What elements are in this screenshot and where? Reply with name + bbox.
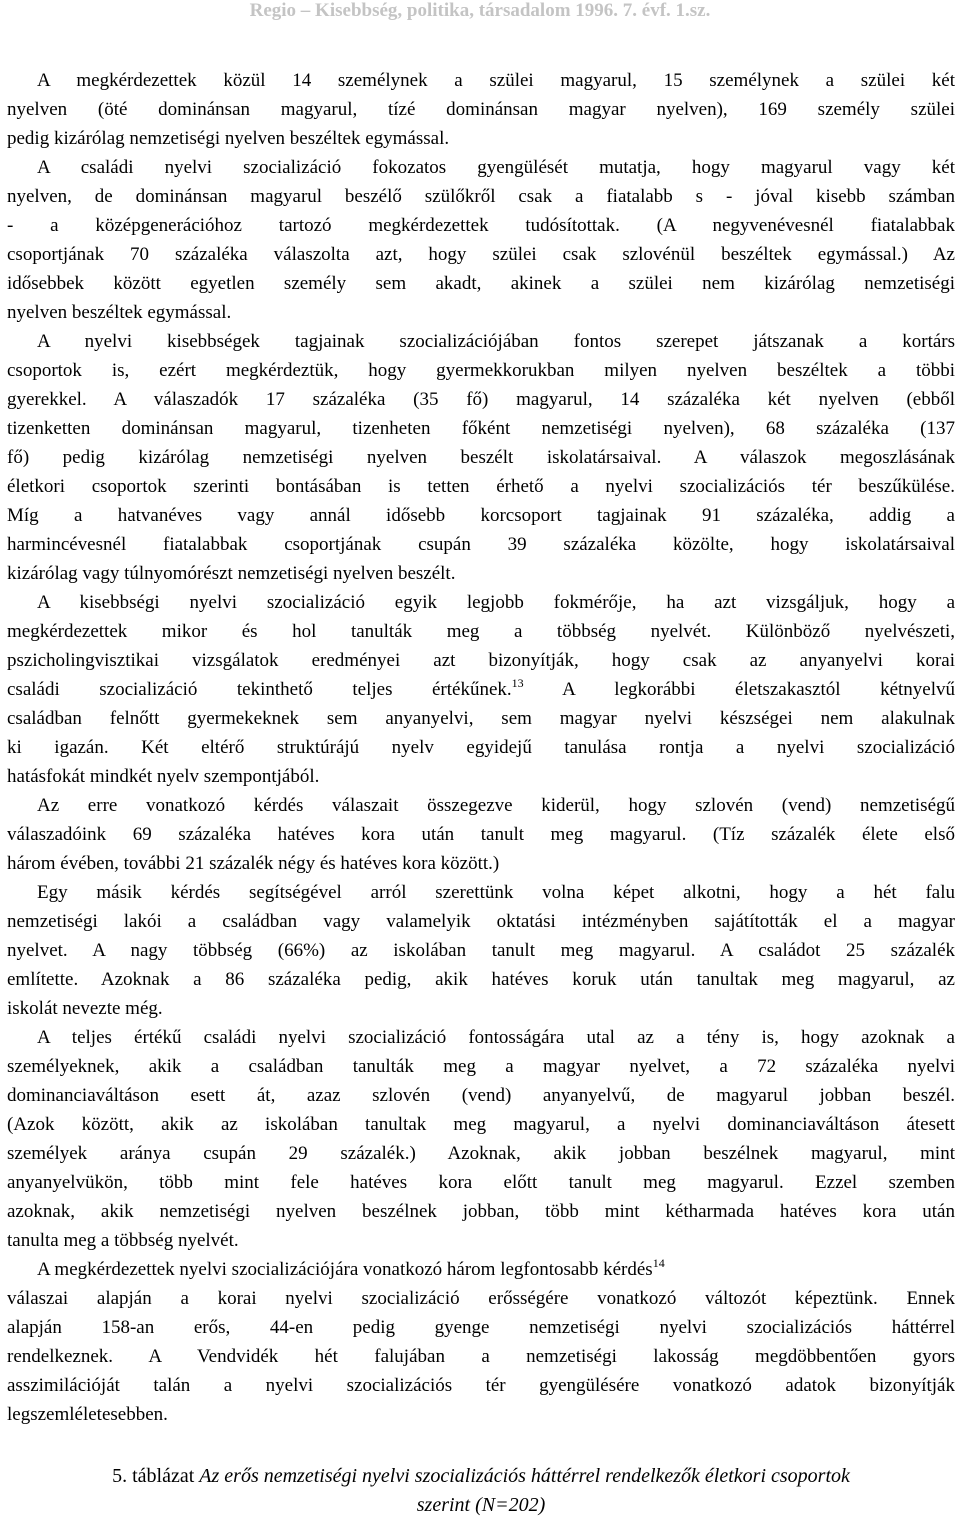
text-line: válaszai alapján a korai nyelvi szocializáció erősségére vonatkozó változót képeztünk. Ennek [7, 1288, 955, 1309]
text-line: tanulta meg a többség nyelvét. [7, 1230, 239, 1251]
text-line: harmincévesnél fiatalabbak csoportjának csupán 39 százaléka közölte, hogy iskolatársaival [7, 534, 955, 555]
text-line: személyek aránya csupán 29 százalék.) Azoknak, akik jobban beszélnek magyarul, mint [7, 1143, 955, 1164]
text-line: A megkérdezettek nyelvi szocializációjára vonatkozó három legfontosabb kérdés$^{14}$ [37, 1256, 665, 1280]
footnote-marker: 14 [652, 1256, 665, 1270]
footnote-marker: 13 [511, 676, 524, 690]
text-line: dominanciaváltáson esett át, azaz szlovén (vend) anyanyelvű, de magyarul jobban beszél. [7, 1085, 955, 1106]
text-line: nyelven (öté dominánsan magyarul, tízé dominánsan magyar nyelven), 169 személy szülei [7, 99, 955, 120]
text-line: asszimilációját talán a nyelvi szocializációs tér gyengülésére vonatkozó adatok bizonyítják [7, 1375, 955, 1396]
text-line: anyanyelvükön, több mint fele hatéves kora előtt tanult meg magyarul. Ezzel szemben [7, 1172, 955, 1193]
text-line: gyerekkel. A válaszadók 17 százaléka (35 fő) magyarul, 14 százaléka két nyelven (ebből [7, 389, 955, 410]
text-line: alapján 158-an erős, 44-en pedig gyenge nemzetiségi nyelvi szocializációs háttérrel [7, 1317, 955, 1338]
text-line: Egy másik kérdés segítségével arról szerettünk volna képet alkotni, hogy a hét falu [37, 882, 955, 903]
body-text [7, 66, 955, 1429]
text-line: személyeknek, akik a családban tanulták meg a magyar nyelvet, a 72 százaléka nyelvi [7, 1056, 955, 1077]
text-line: tizenketten dominánsan magyarul, tizenheten főként nemzetiségi nyelven), 68 százaléka (137 [7, 418, 955, 439]
caption-title-1: Az erős nemzetiségi nyelvi szocializációs háttérrel rendelkezők életkori csoportok [199, 1465, 850, 1487]
text-line: válaszadóink 69 százaléka hatéves kora után tanult meg magyarul. (Tíz százalék élete első [7, 824, 955, 845]
text-line: nyelven, de dominánsan magyarul beszélő szülőkről csak a fiatalabb s - jóval kisebb számban [7, 186, 955, 207]
caption-line-2 [7, 1491, 955, 1520]
table-caption [7, 1462, 955, 1520]
text-line: idősebbek között egyetlen személy sem akadt, akinek a szülei nem kizárólag nemzetiségi [7, 273, 955, 294]
text-line: családban felnőtt gyermekeknek sem anyanyelvi, sem magyar nyelvi készségei nem alakulnak [7, 708, 955, 729]
text-line: pedig kizárólag nemzetiségi nyelven beszéltek egymással. [7, 128, 450, 149]
text-line: megkérdezettek mikor és hol tanulták meg a többség nyelvét. Különböző nyelvészeti, [7, 621, 955, 642]
text-line: A nyelvi kisebbségek tagjainak szocializációjában fontos szerepet játszanak a kortárs [37, 331, 955, 352]
text-line: (Azok között, akik az iskolában tanultak meg magyarul, a nyelvi dominanciaváltáson átesett [7, 1114, 955, 1135]
text-line: életkori csoportok szerinti bontásában is tetten érhető a nyelvi szocializációs tér beszűkülése. [7, 476, 955, 497]
text-line: legszemléletesebben. [7, 1404, 168, 1425]
text-line: csoportjának 70 százaléka válaszolta azt, hogy szülei csak szlovénül beszéltek egymással.) Az [7, 244, 955, 265]
text-line: A teljes értékű családi nyelvi szocializáció fontosságára utal az a tény is, hogy azoknak a [37, 1027, 955, 1048]
text-line: nemzetiségi lakói a családban vagy valamelyik oktatási intézményben sajátították el a magyar [7, 911, 955, 932]
running-header: Regio – Kisebbség, politika, társadalom 1996. 7. évf. 1.sz. [249, 0, 711, 21]
text-line: hatásfokát mindkét nyelv szempontjából. [7, 766, 320, 787]
text-line: nyelvet. A nagy többség (66%) az iskolában tanult meg magyarul. A családot 25 százalék [7, 940, 955, 961]
text-line: rendelkeznek. A Vendvidék hét falujában a nemzetiségi lakosság megdöbbentően gyors [7, 1346, 955, 1367]
text-line: három évében, további 21 százalék négy és hatéves kora között.) [7, 853, 500, 874]
text-line: ki igazán. Két eltérő struktúrájú nyelv egyidejű tanulása rontja a nyelvi szocializáció [7, 737, 955, 758]
text-line: Az erre vonatkozó kérdés válaszait összegezve kiderül, hogy szlovén (vend) nemzetiségű [37, 795, 955, 816]
text-line: azoknak, akik nemzetiségi nyelven beszélnek jobban, több mint kétharmada hatéves kora után [7, 1201, 955, 1222]
text-line: iskolát nevezte még. [7, 998, 163, 1019]
text-line: A kisebbségi nyelvi szocializáció egyik legjobb fokmérője, ha azt vizsgáljuk, hogy a [37, 592, 955, 613]
text-line: A családi nyelvi szocializáció fokozatos gyengülését mutatja, hogy magyarul vagy két [37, 157, 955, 178]
text-line: családi szocializáció tekinthető teljes értékűnek.$^{13}$ A legkorábbi életszakasztól kétnyelvű [7, 676, 955, 700]
text-line: A megkérdezettek közül 14 személynek a szülei magyarul, 15 személynek a szülei két [37, 70, 955, 91]
text-line: kizárólag vagy túlnyomórészt nemzetiségi nyelven beszélt. [7, 563, 456, 584]
caption-title-2: szerint (N=202) [416, 1494, 546, 1516]
text-line: csoportok is, ezért megkérdeztük, hogy gyermekkorukban milyen nyelven beszéltek a többi [7, 360, 955, 381]
text-line: fő) pedig kizárólag nemzetiségi nyelven beszélt iskolatársaival. A válaszok megoszlásának [7, 447, 955, 468]
text-line: pszicholingvisztikai vizsgálatok eredményei azt bizonyítják, hogy csak az anyanyelvi korai [7, 650, 955, 671]
caption-line-1 [7, 1462, 955, 1491]
text-line: Míg a hatvanéves vagy annál idősebb korcsoport tagjainak 91 százaléka, addig a [7, 505, 955, 526]
text-line: - a középgenerációhoz tartozó megkérdezettek tudósítottak. (A negyvenévesnél fiatalabbak [7, 215, 955, 236]
text-line: nyelven beszéltek egymással. [7, 302, 232, 323]
caption-label: 5. táblázat [112, 1465, 200, 1487]
text-line: említette. Azoknak a 86 százaléka pedig, akik hatéves koruk után tanultak meg magyarul, az [7, 969, 955, 990]
